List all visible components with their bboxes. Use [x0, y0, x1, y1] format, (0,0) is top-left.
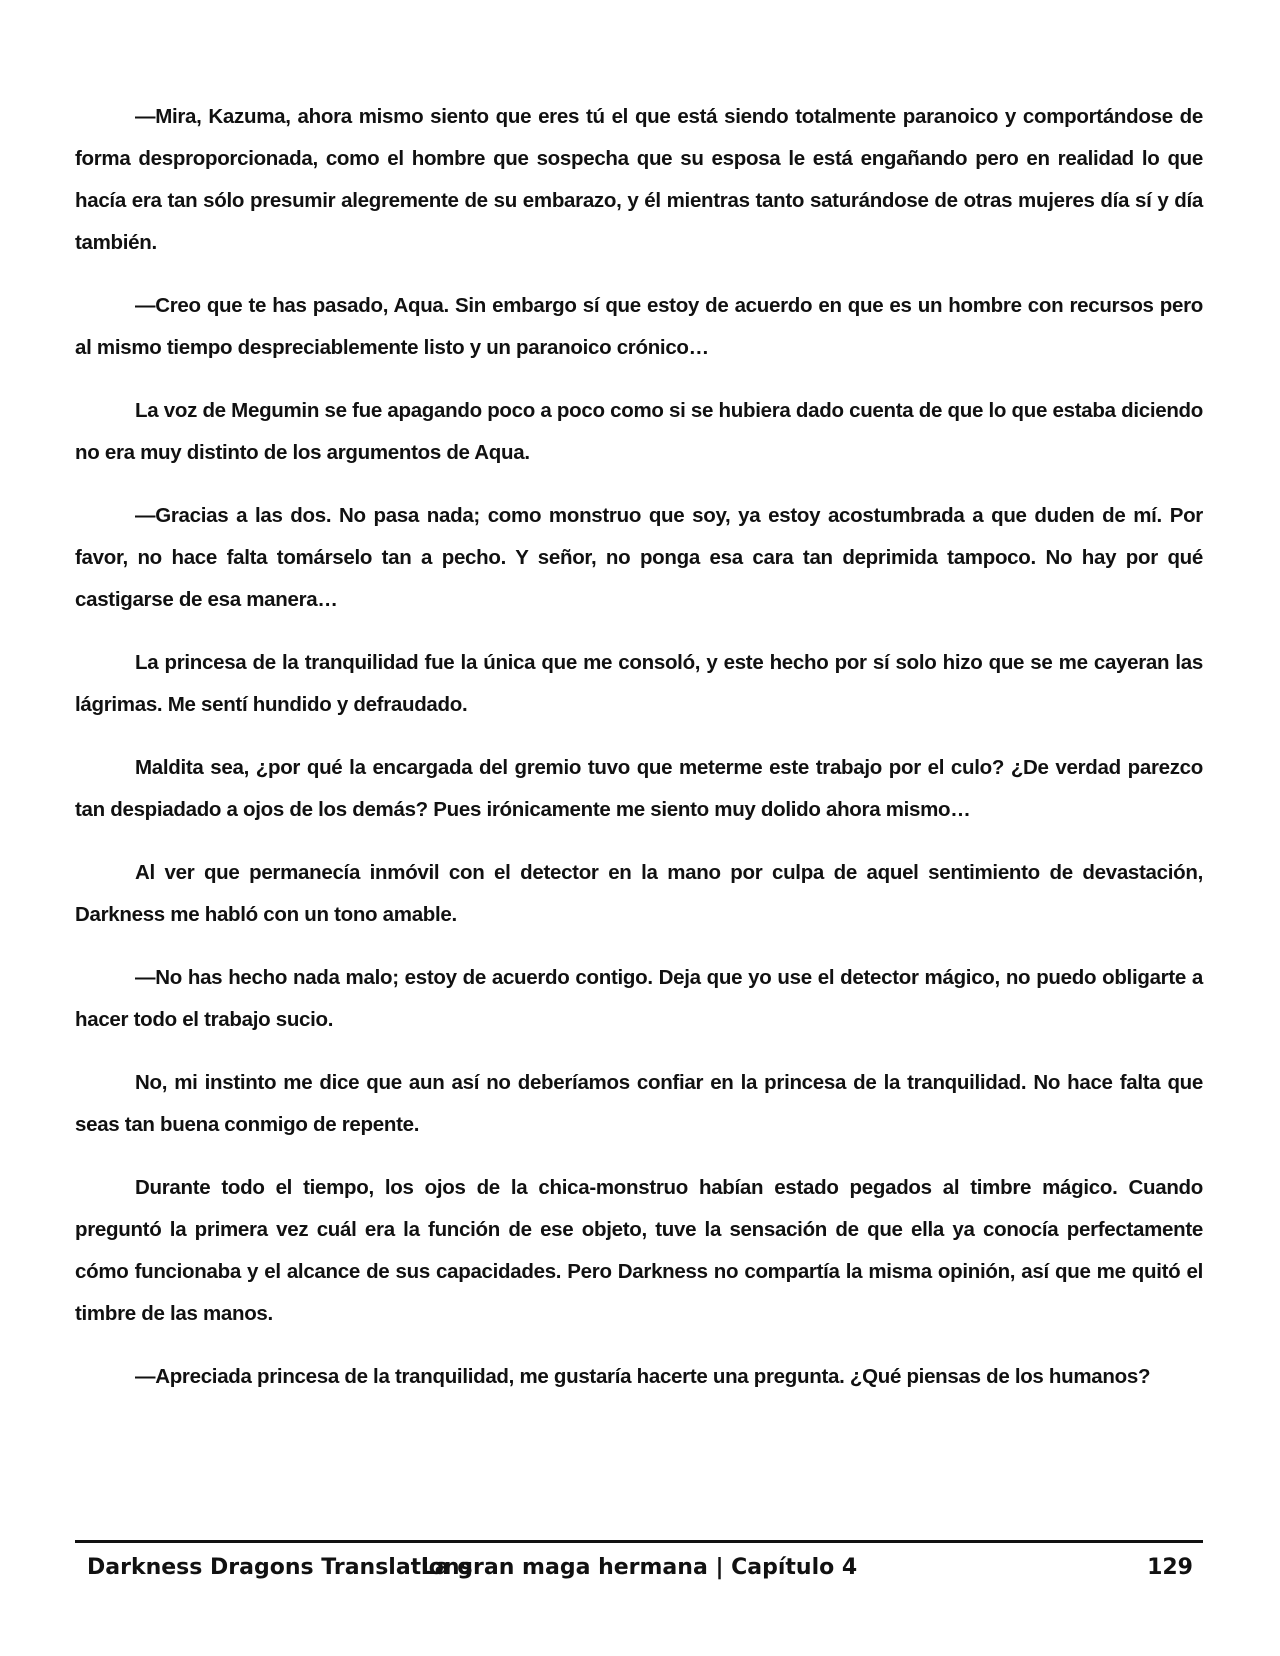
paragraph: —Mira, Kazuma, ahora mismo siento que eres tú el que está siendo totalmente paranoico y comportándose de forma desproporcionada, como el hombre que sospecha que su esposa le está engañando pero en realidad lo que hacía era tan sólo presumir alegremente de su embarazo, y él mientras tanto saturándose de otras mujeres día sí y día también.: [75, 105, 1203, 254]
paragraph: La princesa de la tranquilidad fue la única que me consoló, y este hecho por sí solo hizo que se me cayeran las lágrimas. Me sentí hundido y defraudado.: [75, 651, 1203, 716]
page-number: 129: [1147, 1555, 1193, 1580]
paragraph: Al ver que permanecía inmóvil con el detector en la mano por culpa de aquel sentimiento de devastación, Darkness me habló con un tono amable.: [75, 861, 1203, 926]
page-footer: [75, 1540, 1203, 1589]
footer-chapter-title: La gran maga hermana | Capítulo 4: [420, 1555, 858, 1580]
paragraph: No, mi instinto me dice que aun así no deberíamos confiar en la princesa de la tranquilidad. No hace falta que seas tan buena conmigo de repente.: [75, 1071, 1203, 1136]
paragraph: —Apreciada princesa de la tranquilidad, me gustaría hacerte una pregunta. ¿Qué piensas de los humanos?: [135, 1365, 1151, 1388]
page-body: [75, 96, 1203, 1419]
paragraph: Durante todo el tiempo, los ojos de la chica-monstruo habían estado pegados al timbre mágico. Cuando preguntó la primera vez cuál era la función de ese objeto, tuve la sensación de que ella ya conocía perfectamente cómo funcionaba y el alcance de sus capacidades. Pero Darkness no compartía la misma opinión, así que me quitó el timbre de las manos.: [75, 1176, 1203, 1325]
paragraph: —Gracias a las dos. No pasa nada; como monstruo que soy, ya estoy acostumbrada a que duden de mí. Por favor, no hace falta tomárselo tan a pecho. Y señor, no ponga esa cara tan deprimida tampoco. No hay por qué castigarse de esa manera…: [75, 504, 1203, 611]
footer-translator-credit: Darkness Dragons Translations: [87, 1555, 473, 1580]
paragraph: Maldita sea, ¿por qué la encargada del gremio tuvo que meterme este trabajo por el culo? ¿De verdad parezco tan despiadado a ojos de los demás? Pues irónicamente me siento muy dolido ahora mismo…: [75, 756, 1203, 821]
footer-row: [75, 1543, 1203, 1589]
paragraph: —No has hecho nada malo; estoy de acuerdo contigo. Deja que yo use el detector mágico, no puedo obligarte a hacer todo el trabajo sucio.: [75, 966, 1203, 1031]
paragraph: La voz de Megumin se fue apagando poco a poco como si se hubiera dado cuenta de que lo que estaba diciendo no era muy distinto de los argumentos de Aqua.: [75, 399, 1203, 464]
paragraph: —Creo que te has pasado, Aqua. Sin embargo sí que estoy de acuerdo en que es un hombre con recursos pero al mismo tiempo despreciablemente listo y un paranoico crónico…: [75, 294, 1203, 359]
